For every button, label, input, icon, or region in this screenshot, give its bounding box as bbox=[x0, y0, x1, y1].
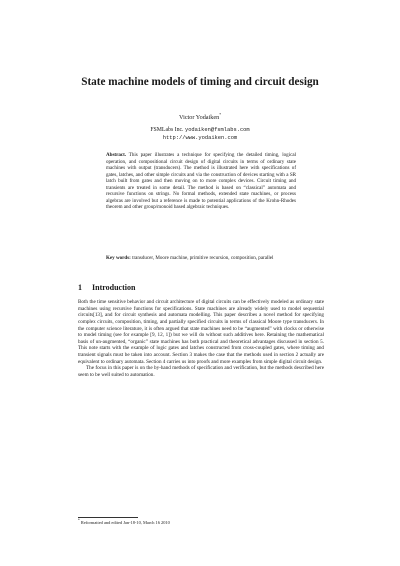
footnote-mark: * bbox=[78, 518, 80, 523]
affiliation-block bbox=[0, 127, 400, 143]
paper-title: State machine models of timing and circuit design bbox=[81, 76, 319, 88]
author-email[interactable]: yodaiken@fsmlabs.com bbox=[184, 127, 250, 133]
section-number: 1 bbox=[78, 283, 82, 292]
author-name: Victor Yodaiken bbox=[179, 114, 220, 121]
section-body bbox=[78, 299, 324, 379]
keywords bbox=[106, 255, 296, 262]
footnote bbox=[78, 520, 324, 526]
abstract-label: Abstract. bbox=[106, 152, 127, 158]
author-footnote-mark: * bbox=[219, 112, 221, 117]
body-paragraph: The focus in this paper is on the by-hand methods of specification and verification, but the methods described here seem to be well suited to automation. bbox=[78, 365, 324, 378]
abstract-text: This paper illustrates a technique for specifying the detailed timing, logical operation, and compositional circuit design of digital circuits in terms of ordinary state machines with output (transducers). The method is illustrated here with specifications of gates, latches, and other simple circuits and via the construction of devices starting with a SR latch built from gates and then moving on to more complex devices. Circuit timing and transients are treated in some detail. The method is based on “classical” automata and recursive functions on strings. No formal methods, extended state machines, or process algebras are involved but a reference is made to potential applications of the Krohn-Rhodes theorem and other group/monoid based algebraic techniques. bbox=[106, 152, 296, 211]
footnote-text: Reformatted and edited Jan-18-10, March 16 2010 bbox=[80, 520, 170, 525]
keywords-text: transducer, Moore machine, primitive recursion, composition, parallel bbox=[132, 255, 274, 261]
keywords-label: Key words: bbox=[106, 255, 131, 261]
section-heading bbox=[78, 283, 135, 292]
website-line bbox=[0, 135, 400, 143]
body-paragraph: Both the time sensitive behavior and circuit architecture of digital circuits can be effectively modeled as ordinary state machines using recursive functions for specifications. State machines are already widely used to model sequential circuits[13], and for circuit synthesis and automata modelling. This paper describes a novel method for specifying complex circuits, composition, timing, and partially specified circuits in terms of classical Moore type transducers. In the computer science literature, it is often argued that state machines need to be “augmented” with clocks or otherwise to model timing (see for example [9, 12, 1]) but we will do without such additives here. Retaining the mathematical basis of un-augmented, “organic” state machines has both practical and theoretical advantages discussed in section 5. This note starts with the example of logic gates and latches constructed from cross-coupled gates, where timing and transient signals must be taken into account. Section 3 makes the case that the methods used in section 2 actually are equivalent to ordinary automata. Section 4 carries us into proofs and more examples from simple digital circuit design. bbox=[78, 299, 324, 365]
abstract bbox=[106, 152, 296, 211]
footnote-divider bbox=[78, 517, 138, 518]
author-line bbox=[0, 114, 400, 121]
affiliation-org: FSMLabs Inc. bbox=[150, 127, 184, 133]
author-url[interactable]: http://www.yodaiken.com bbox=[162, 134, 238, 141]
affiliation-line bbox=[0, 127, 400, 135]
section-title: Introduction bbox=[92, 283, 136, 292]
